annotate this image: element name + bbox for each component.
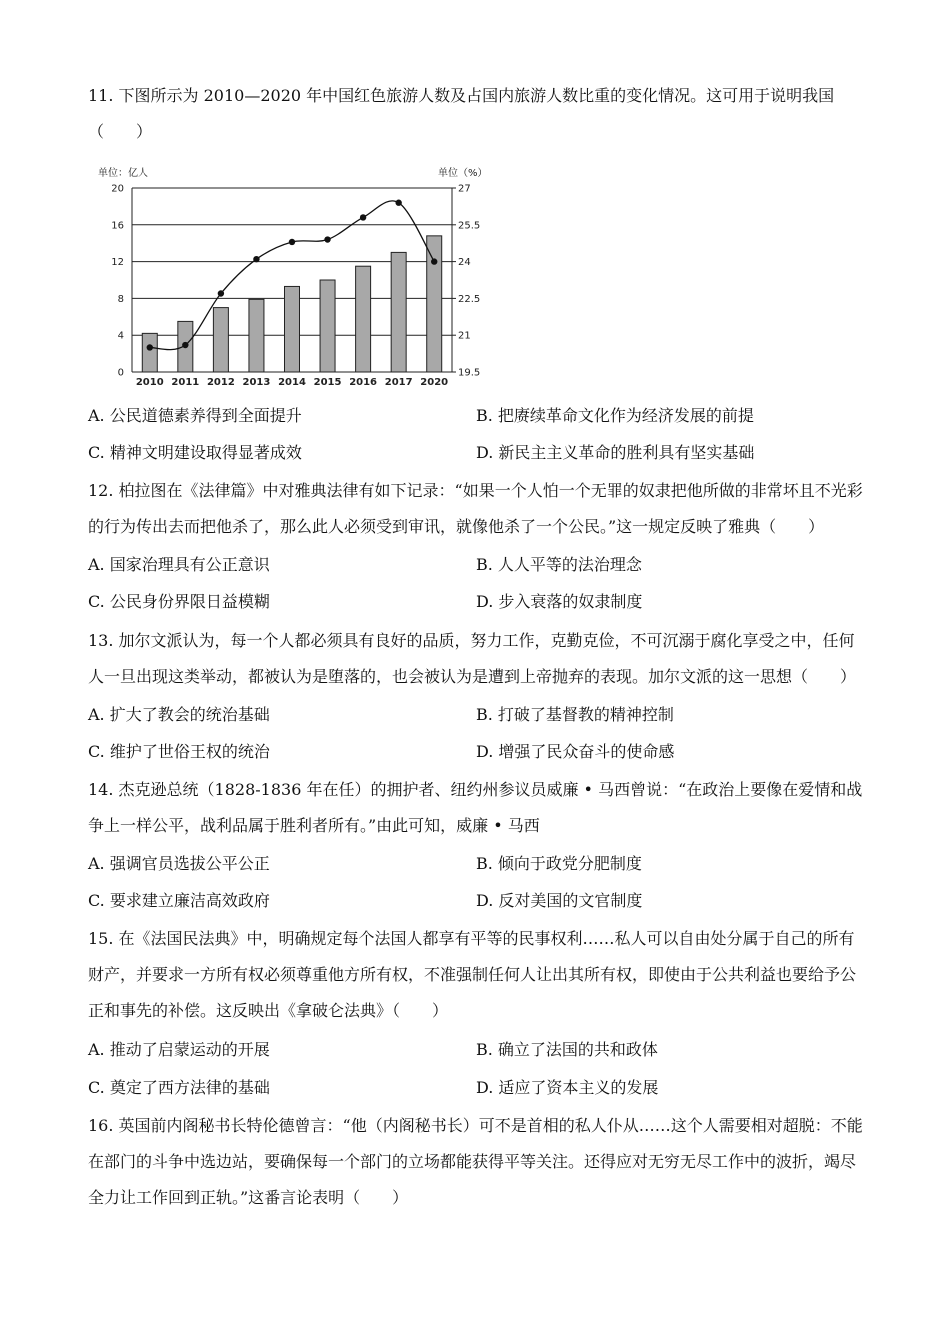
q11-option-a[interactable]: A. 公民道德素养得到全面提升 xyxy=(88,406,302,425)
right-tick-label: 19.5 xyxy=(458,367,481,379)
ratio-point-2017 xyxy=(395,200,401,206)
question-16-stem: 16. 英国前内阁秘书长特伦德曾言：“他（内阁秘书长）可不是首相的私人仆从……这个人需要相对超脱：不能在部门的斗争中选边站，要确保每一个部门的立场都能获得平等关注。还得应对无穷无尽工作中的波折，竭尽全力让工作回到正轨。”这番言论表明（ ） xyxy=(88,1116,863,1207)
right-tick-label: 25.5 xyxy=(458,220,481,232)
q12-option-c[interactable]: C. 公民身份界限日益模糊 xyxy=(88,592,270,611)
x-tick-label: 2016 xyxy=(349,377,378,388)
ratio-point-2014 xyxy=(289,239,295,245)
question-14-stem: 14. 杰克逊总统（1828-1836 年在任）的拥护者、纽约州参议员威廉 • 马西曾说：“在政治上要像在爱情和战争上一样公平，战利品属于胜利者所有。”由此可知，威廉 • 马西 xyxy=(88,780,863,835)
bar-2015 xyxy=(320,280,335,372)
left-tick-label: 16 xyxy=(111,220,124,232)
q12-option-d[interactable]: D. 步入衰落的奴隶制度 xyxy=(476,592,643,611)
left-tick-label: 8 xyxy=(117,293,124,305)
q14-option-a[interactable]: A. 强调官员选拔公平公正 xyxy=(88,854,270,873)
left-axis-unit-label: 单位：亿人 xyxy=(98,168,148,179)
question-15-stem: 15. 在《法国民法典》中，明确规定每个法国人都享有平等的民事权利……私人可以自由处分属于自己的所有财产，并要求一方所有权必须尊重他方所有权，不准强制任何人让出其所有权，即使由于公共利益也要给予公正和事先的补偿。这反映出《拿破仑法典》（ ） xyxy=(88,929,857,1020)
question-11-stem: 11. 下图所示为 2010—2020 年中国红色旅游人数及占国内旅游人数比重的变化情况。这可用于说明我国（ ） xyxy=(88,86,835,141)
left-tick-label: 4 xyxy=(117,330,124,342)
ratio-point-2013 xyxy=(253,256,259,262)
x-tick-label: 2013 xyxy=(242,377,271,388)
ratio-point-2020 xyxy=(431,258,437,264)
q13-option-c[interactable]: C. 维护了世俗王权的统治 xyxy=(88,742,270,761)
q11-option-d[interactable]: D. 新民主主义革命的胜利具有坚实基础 xyxy=(476,443,755,462)
question-13-stem: 13. 加尔文派认为，每一个人都必须具有良好的品质，努力工作，克勤克俭，不可沉溺于腐化享受之中，任何人一旦出现这类举动，都被认为是堕落的，也会被认为是遭到上帝抛弃的表现。加尔文派的这一思想（ ） xyxy=(88,631,857,686)
right-axis-unit-label: 单位（%） xyxy=(438,168,488,179)
q15-option-a[interactable]: A. 推动了启蒙运动的开展 xyxy=(88,1040,270,1059)
left-tick-label: 12 xyxy=(111,257,124,269)
bar-2012 xyxy=(213,308,228,372)
q15-option-b[interactable]: B. 确立了法国的共和政体 xyxy=(476,1040,658,1059)
question-12-stem: 12. 柏拉图在《法律篇》中对雅典法律有如下记录：“如果一个人怕一个无罪的奴隶把他所做的非常坏且不光彩的行为传出去而把他杀了，那么此人必须受到审讯，就像他杀了一个公民。”这一规定反映了雅典（ ） xyxy=(88,481,863,536)
q13-option-d[interactable]: D. 增强了民众奋斗的使命感 xyxy=(476,742,675,761)
bar-2020 xyxy=(427,236,442,372)
x-tick-label: 2012 xyxy=(206,377,235,388)
q14-option-d[interactable]: D. 反对美国的文官制度 xyxy=(476,891,643,910)
bar-2017 xyxy=(391,252,406,372)
x-tick-label: 2010 xyxy=(135,377,164,388)
right-tick-label: 22.5 xyxy=(458,293,481,305)
chart-svg xyxy=(94,160,494,390)
left-tick-label: 20 xyxy=(111,183,124,195)
ratio-point-2016 xyxy=(360,214,366,220)
ratio-point-2015 xyxy=(324,236,330,242)
q13-option-b[interactable]: B. 打破了基督教的精神控制 xyxy=(476,705,674,724)
q11-option-c[interactable]: C. 精神文明建设取得显著成效 xyxy=(88,443,302,462)
ratio-point-2012 xyxy=(218,290,224,296)
right-tick-label: 27 xyxy=(458,183,471,195)
q11-option-b[interactable]: B. 把赓续革命文化作为经济发展的前提 xyxy=(476,406,754,425)
q12-option-b[interactable]: B. 人人平等的法治理念 xyxy=(476,555,642,574)
bar-2014 xyxy=(285,286,300,372)
q13-option-a[interactable]: A. 扩大了教会的统治基础 xyxy=(88,705,270,724)
ratio-point-2010 xyxy=(147,344,153,350)
x-tick-label: 2014 xyxy=(278,377,306,388)
q14-option-b[interactable]: B. 倾向于政党分肥制度 xyxy=(476,854,642,873)
q15-option-d[interactable]: D. 适应了资本主义的发展 xyxy=(476,1078,659,1097)
bar-2013 xyxy=(249,299,264,372)
q14-option-c[interactable]: C. 要求建立廉洁高效政府 xyxy=(88,891,270,910)
right-tick-label: 21 xyxy=(458,330,471,342)
right-tick-label: 24 xyxy=(458,257,471,269)
ratio-point-2011 xyxy=(182,342,188,348)
left-tick-label: 0 xyxy=(117,367,124,379)
bar-2010 xyxy=(142,333,157,372)
x-tick-label: 2020 xyxy=(420,377,449,388)
x-tick-label: 2017 xyxy=(384,377,413,388)
q15-option-c[interactable]: C. 奠定了西方法律的基础 xyxy=(88,1078,270,1097)
x-tick-label: 2015 xyxy=(313,377,342,388)
q12-option-a[interactable]: A. 国家治理具有公正意识 xyxy=(88,555,270,574)
red-tourism-chart xyxy=(94,160,494,394)
bar-2016 xyxy=(356,266,371,372)
x-tick-label: 2011 xyxy=(171,377,200,388)
